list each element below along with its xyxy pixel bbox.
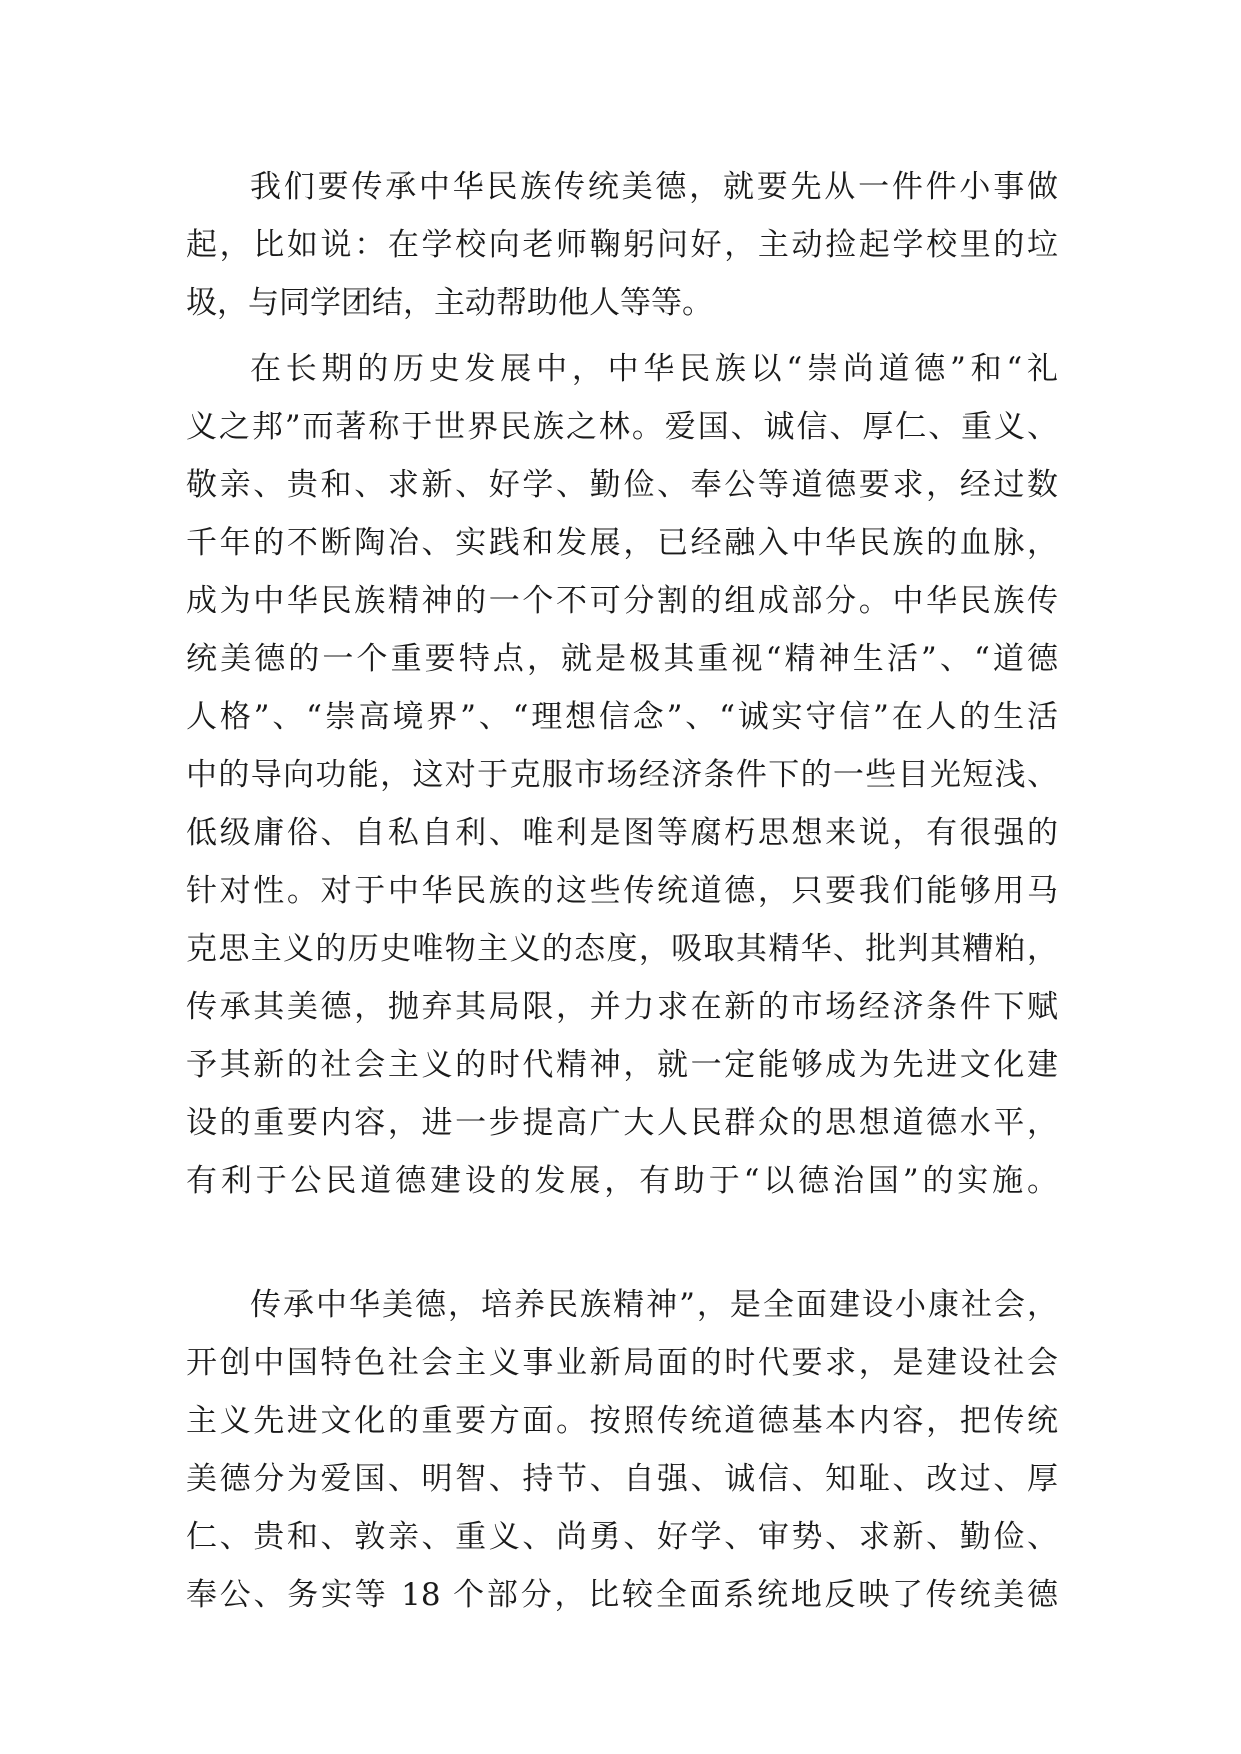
text-line: 传承其美德，抛弃其局限，并力求在新的市场经济条件下赋 [186, 989, 1058, 1025]
text-line: 开创中国特色社会主义事业新局面的时代要求，是建设社会 [186, 1345, 1058, 1381]
paragraph-gap [186, 1268, 1058, 1276]
text-line: 人格”、“崇高境界”、“理想信念”、“诚实守信”在人的生活 [186, 699, 1058, 735]
text-line: 予其新的社会主义的时代精神，就一定能够成为先进文化建 [186, 1047, 1058, 1083]
text-line: 中的导向功能，这对于克服市场经济条件下的一些目光短浅、 [186, 757, 1058, 793]
text-line: 奉公、务实等 18 个部分，比较全面系统地反映了传统美德 [186, 1577, 1058, 1613]
paragraph-gap [186, 332, 1058, 340]
text-line: 仁、贵和、敦亲、重义、尚勇、好学、审势、求新、勤俭、 [186, 1519, 1058, 1555]
text-line: 针对性。对于中华民族的这些传统道德，只要我们能够用马 [186, 873, 1058, 909]
paragraph-2 [186, 340, 1058, 1268]
text-line: 圾，与同学团结，主动帮助他人等等。 [186, 285, 713, 321]
text-line: 主义先进文化的重要方面。按照传统道德基本内容，把传统 [186, 1403, 1058, 1439]
text-line: 统美德的一个重要特点，就是极其重视“精神生活”、“道德 [186, 641, 1058, 677]
text-line: 我们要传承中华民族传统美德，就要先从一件件小事做 [250, 169, 1058, 205]
paragraph-1 [186, 158, 1058, 332]
text-line: 成为中华民族精神的一个不可分割的组成部分。中华民族传 [186, 583, 1058, 619]
text-line: 美德分为爱国、明智、持节、自强、诚信、知耻、改过、厚 [186, 1461, 1058, 1497]
text-line: 义之邦”而著称于世界民族之林。爱国、诚信、厚仁、重义、 [186, 409, 1058, 445]
document-body [186, 158, 1058, 1624]
text-line: 克思主义的历史唯物主义的态度，吸取其精华、批判其糟粕， [186, 931, 1058, 967]
text-line: 传承中华美德，培养民族精神”，是全面建设小康社会， [250, 1287, 1058, 1323]
text-line: 敬亲、贵和、求新、好学、勤俭、奉公等道德要求，经过数 [186, 467, 1058, 503]
text-line: 在长期的历史发展中，中华民族以“崇尚道德”和“礼 [250, 351, 1058, 387]
text-line: 低级庸俗、自私自利、唯利是图等腐朽思想来说，有很强的 [186, 815, 1058, 851]
text-line: 千年的不断陶冶、实践和发展，已经融入中华民族的血脉， [186, 525, 1058, 561]
text-line: 有利于公民道德建设的发展，有助于“以德治国”的实施。 [186, 1163, 1058, 1199]
text-line: 设的重要内容，进一步提高广大人民群众的思想道德水平， [186, 1105, 1058, 1141]
paragraph-3 [186, 1276, 1058, 1624]
text-line [186, 1210, 1058, 1268]
text-line: 起，比如说：在学校向老师鞠躬问好，主动捡起学校里的垃 [186, 227, 1058, 263]
